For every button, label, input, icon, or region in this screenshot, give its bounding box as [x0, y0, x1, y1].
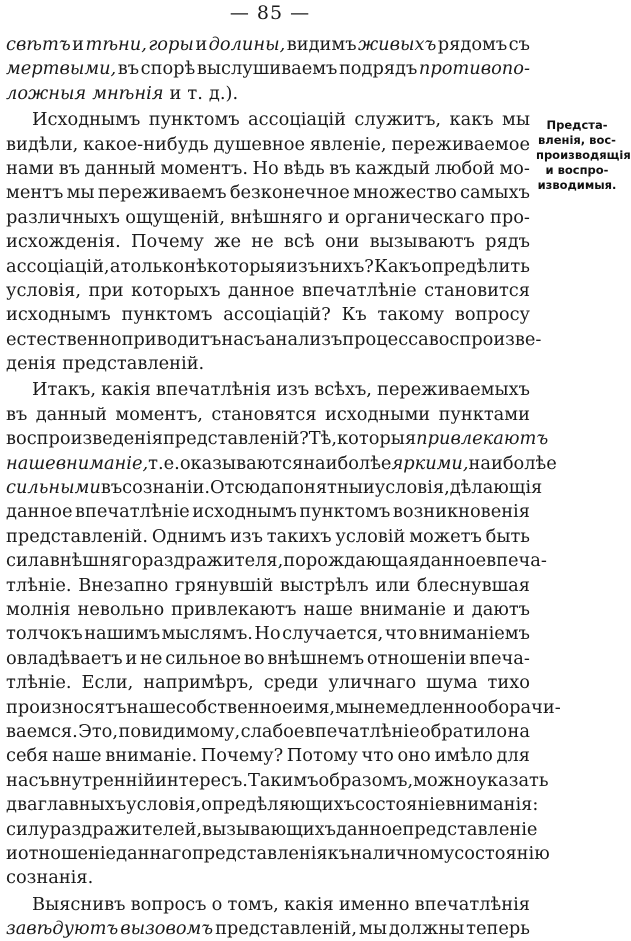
word: какое-нибудь — [83, 133, 209, 155]
text-line — [6, 452, 557, 476]
word: теперь — [466, 918, 530, 940]
word: вниманія: — [445, 794, 539, 816]
word: наличному — [350, 842, 455, 864]
word: такихъ — [266, 525, 332, 547]
word: или — [375, 574, 411, 596]
word: мы — [358, 918, 387, 940]
word: оборачи- — [476, 696, 561, 718]
word: изъ — [230, 525, 263, 547]
word: нихъ? — [319, 255, 374, 277]
text-line — [6, 352, 530, 376]
word: становится — [424, 279, 530, 301]
text-line — [6, 57, 530, 81]
word: Такимъ — [247, 769, 319, 791]
word: выстрѣлъ — [279, 574, 369, 596]
word: даннаго — [116, 842, 192, 864]
word: впечатлѣнія — [155, 379, 272, 401]
text-line — [6, 525, 530, 549]
word: представленій. — [6, 525, 148, 547]
margin-note-line: Предста- — [546, 118, 608, 132]
word: воспроизведенія — [6, 428, 163, 450]
word: имя, — [292, 696, 336, 718]
word: и — [125, 647, 138, 669]
word: собственное — [175, 696, 293, 718]
word: ваемся. — [6, 720, 78, 742]
word: въ — [329, 157, 351, 179]
word: данный — [35, 403, 107, 425]
word: наиболѣе — [468, 452, 557, 474]
text-line — [6, 647, 530, 671]
word: сознаніи. — [122, 477, 210, 499]
word: даютъ — [471, 598, 530, 620]
word: душевное — [213, 133, 306, 155]
word: исходными — [324, 403, 431, 425]
word: при — [88, 279, 124, 301]
text-line — [6, 328, 542, 352]
text-line — [6, 720, 530, 744]
word: не — [140, 647, 163, 669]
word: тѣни, — [85, 34, 147, 55]
page-number: — 85 — — [229, 2, 311, 24]
word: блеснувшая — [416, 574, 530, 596]
word: служитъ, — [354, 109, 442, 131]
word: въ — [117, 58, 140, 80]
word: внѣшняго — [49, 550, 142, 572]
word: и — [362, 477, 375, 499]
word: понятны — [281, 477, 363, 499]
word: Если, — [81, 672, 134, 694]
word: моментъ. — [160, 157, 248, 179]
word: можно — [413, 769, 477, 791]
word: данное — [335, 818, 403, 840]
text-line — [6, 696, 561, 720]
word: которыя — [337, 428, 417, 450]
word: е. — [163, 452, 180, 474]
word: вопросу — [454, 304, 530, 326]
text-line — [6, 549, 547, 573]
word: естественно — [6, 328, 122, 350]
word: исходнымъ — [6, 304, 111, 326]
text-line — [6, 622, 530, 646]
word: сила — [6, 550, 50, 572]
text-line — [6, 378, 530, 402]
word: условій — [335, 525, 406, 547]
text-line — [6, 842, 550, 866]
word: можетъ — [409, 525, 482, 547]
word: рядомъ — [437, 34, 508, 55]
word: обратило — [419, 720, 508, 742]
word: Почему — [131, 231, 204, 253]
word: Почему? — [200, 745, 284, 767]
word: имѣло — [434, 745, 493, 767]
word: должны — [388, 918, 465, 940]
word: вниманіе, — [55, 452, 149, 474]
word: впечатлѣнія — [414, 893, 530, 915]
text-line — [6, 33, 530, 57]
word: толчокъ — [6, 623, 83, 645]
word: денія — [6, 353, 57, 375]
word: любой — [434, 157, 495, 179]
word: раздражителей, — [49, 818, 203, 840]
word: и — [6, 842, 18, 864]
text-line — [6, 917, 530, 941]
text-line — [6, 866, 530, 890]
text-line — [6, 427, 549, 451]
word: ассоціацій — [248, 109, 346, 131]
word: Къ — [341, 304, 367, 326]
word: тлѣніе. — [6, 672, 72, 694]
margin-note — [536, 118, 631, 193]
word: горы — [148, 34, 194, 55]
word: всѣхъ, — [314, 379, 372, 401]
word: раздражителя, — [141, 550, 284, 572]
word: приводитъ — [121, 328, 222, 350]
word: образомъ, — [318, 769, 414, 791]
word: изъ — [286, 255, 320, 277]
word: въ — [58, 157, 81, 179]
word: представленій. — [62, 353, 205, 375]
word: исходнымъ — [192, 501, 297, 523]
word: Однимъ — [151, 525, 227, 547]
word: уличнаго — [328, 672, 417, 694]
word: каждый — [355, 157, 431, 179]
word: которыхъ — [131, 279, 221, 301]
word: оно — [397, 745, 431, 767]
word: во — [243, 647, 265, 669]
text-line — [6, 598, 530, 622]
word: анализъ — [265, 328, 343, 350]
word: отношеніи — [366, 647, 467, 669]
word: представленія — [191, 842, 328, 864]
word: и — [195, 34, 208, 55]
word: напримѣръ, — [143, 672, 254, 694]
word: наше — [303, 598, 353, 620]
word: подрядъ — [338, 58, 418, 80]
word: нѣкоторыя — [184, 255, 286, 277]
word: внѣшняго — [230, 206, 323, 228]
paragraph — [6, 378, 561, 890]
word: переживаемъ — [97, 182, 227, 204]
word: къ — [327, 842, 351, 864]
word: Но — [252, 157, 279, 179]
text-line — [6, 206, 530, 230]
word: вниманіе. — [105, 745, 198, 767]
margin-note-line: производящія — [536, 148, 631, 162]
word: завѣдуютъ — [6, 918, 119, 940]
word: воспроизве- — [428, 328, 542, 350]
word: условія, — [374, 477, 450, 499]
word: указать — [476, 769, 549, 791]
word: и — [452, 598, 465, 620]
text-line — [6, 818, 538, 842]
word: о — [211, 893, 223, 915]
word: наше — [126, 696, 176, 718]
word: какія — [101, 379, 151, 401]
word: наиболѣе — [303, 452, 392, 474]
text-line — [6, 82, 530, 106]
word: только — [120, 255, 184, 277]
word: мы — [66, 182, 95, 204]
word: же — [214, 231, 241, 253]
word: условія, — [6, 279, 81, 301]
word: что — [361, 745, 394, 767]
text-line — [6, 893, 530, 917]
word: впечатлѣніе — [301, 279, 417, 301]
word: рядъ — [485, 231, 530, 253]
word: грянувшій — [174, 574, 274, 596]
word: свѣтъ — [6, 34, 71, 55]
word: какія — [283, 893, 334, 915]
word: наше — [52, 745, 102, 767]
word: состояніе — [355, 794, 446, 816]
word: какъ — [449, 109, 494, 131]
word: порождающая — [283, 550, 420, 572]
word: вниманіемъ — [418, 623, 530, 645]
word: возникновенія — [392, 501, 530, 523]
word: данное — [6, 501, 73, 523]
word: въ — [100, 477, 123, 499]
word: слабое — [240, 720, 305, 742]
word: т. — [148, 452, 164, 474]
paragraph — [6, 893, 530, 941]
word: представленій? — [162, 428, 309, 450]
word: овладѣваетъ — [6, 647, 123, 669]
word: спорѣ — [140, 58, 196, 80]
word: дѣлающія — [449, 477, 543, 499]
word: быть — [485, 525, 530, 547]
word: данный — [84, 157, 156, 179]
word: насъ — [221, 328, 266, 350]
word: мыслямъ. — [161, 623, 253, 645]
word: молнія — [6, 598, 71, 620]
text-line — [6, 793, 539, 817]
word: множество — [353, 182, 457, 204]
word: вѣдь — [283, 157, 325, 179]
word: представленіе — [402, 818, 538, 840]
word: и — [169, 82, 182, 104]
text-line — [6, 500, 530, 524]
word: переживаемое — [391, 133, 530, 155]
word: наше — [6, 452, 56, 474]
word: невольно — [77, 598, 165, 620]
word: сильными — [6, 477, 101, 499]
word: противопо- — [418, 58, 530, 80]
text-line — [6, 230, 530, 254]
word: т. — [187, 82, 203, 104]
margin-note-line: вленія, вос- — [538, 133, 616, 147]
word: и — [72, 34, 85, 55]
word: случается, — [282, 623, 384, 645]
word: что — [384, 623, 418, 645]
word: и — [327, 206, 340, 228]
word: видимъ — [286, 34, 357, 55]
word: долины, — [208, 34, 286, 55]
word: мнѣнія — [92, 82, 164, 104]
word: а — [109, 255, 121, 277]
word: переживаемыхъ — [377, 379, 530, 401]
word: въ — [6, 403, 28, 425]
word: на — [507, 720, 530, 742]
text-line — [6, 476, 543, 500]
word: яркими, — [391, 452, 469, 474]
word: произносятъ — [6, 696, 127, 718]
word: съ — [508, 34, 530, 55]
word: тлѣніе. — [6, 574, 72, 596]
word: впеча- — [486, 550, 547, 572]
word: органическаго — [345, 206, 485, 228]
word: мы — [335, 696, 364, 718]
word: вниманіе — [359, 598, 447, 620]
word: нами — [6, 157, 55, 179]
text-line — [6, 744, 530, 768]
text-line — [6, 255, 530, 279]
text-line — [6, 133, 530, 157]
word: выслушиваемъ — [196, 58, 338, 80]
word: привлекаютъ — [171, 598, 297, 620]
word: вызывающихъ — [202, 818, 336, 840]
word: ассоціацій, — [6, 255, 110, 277]
margin-note-line: и воспро- — [545, 163, 609, 177]
word: становятся — [211, 403, 317, 425]
word: опредѣлить — [421, 255, 530, 277]
word: отношеніе — [17, 842, 117, 864]
margin-note-line: изводимыя. — [537, 178, 617, 192]
text-line — [6, 403, 530, 427]
word: пунктомъ — [299, 501, 391, 523]
word: различныхъ — [6, 206, 120, 228]
word: всѣ — [283, 231, 315, 253]
word: повидимому, — [118, 720, 241, 742]
word: Итакъ, — [32, 379, 97, 401]
word: вызываютъ — [369, 231, 475, 253]
word: именно — [338, 893, 410, 915]
text-line — [6, 181, 530, 205]
word: вызовомъ — [120, 918, 214, 940]
text-line — [6, 279, 530, 303]
word: мо- — [499, 157, 530, 179]
word: такому — [377, 304, 445, 326]
word: самыхъ — [460, 182, 530, 204]
word: Внезапно — [78, 574, 169, 596]
text-line — [6, 574, 530, 598]
word: томъ, — [227, 893, 279, 915]
word: процесса — [342, 328, 429, 350]
word: интересъ. — [155, 769, 248, 791]
word: ложныя — [6, 82, 87, 104]
word: пунктомъ — [121, 304, 213, 326]
word: впечатлѣніе — [75, 501, 190, 523]
word: ментъ — [6, 182, 64, 204]
text-line — [6, 157, 530, 181]
word: живыхъ — [357, 34, 437, 55]
word: Какъ — [374, 255, 421, 277]
word: они — [324, 231, 360, 253]
word: главныхъ — [37, 794, 127, 816]
word: оказываются — [179, 452, 304, 474]
word: два — [6, 794, 38, 816]
word: исхожденія. — [6, 231, 121, 253]
word: видѣли, — [6, 133, 79, 155]
word: Исходнымъ — [32, 109, 141, 131]
word: представленій, — [215, 918, 358, 940]
word: Это, — [78, 720, 119, 742]
word: для — [496, 745, 530, 767]
word: впечатлѣніе — [304, 720, 420, 742]
text-line — [6, 108, 530, 132]
word: нашимъ — [84, 623, 161, 645]
word: безконечное — [229, 182, 350, 204]
word: данное — [227, 279, 295, 301]
word: про- — [489, 206, 530, 228]
paragraph — [6, 108, 542, 376]
word: мы — [502, 109, 530, 131]
word: немедленно — [363, 696, 477, 718]
word: среди — [263, 672, 319, 694]
word: изъ — [276, 379, 310, 401]
word: внѣшнемъ — [267, 647, 365, 669]
word: шума — [426, 672, 478, 694]
word: вопросъ — [130, 893, 207, 915]
word: насъ — [6, 769, 50, 791]
paragraph — [6, 33, 530, 106]
word: впеча- — [469, 647, 530, 669]
word: ощущеній, — [125, 206, 226, 228]
word: силу — [6, 818, 50, 840]
word: Потому — [286, 745, 358, 767]
word: Но — [254, 623, 281, 645]
word: условія, — [126, 794, 202, 816]
word: тихо — [487, 672, 530, 694]
word: ассоціацій? — [223, 304, 331, 326]
word: моментъ, — [115, 403, 203, 425]
word: сознанія. — [6, 867, 94, 889]
word: явленіе, — [309, 133, 387, 155]
body-text — [6, 33, 561, 941]
text-line — [6, 671, 530, 695]
word: внутренній — [49, 769, 156, 791]
word: данное — [419, 550, 487, 572]
word: Выяснивъ — [32, 893, 126, 915]
word: мертвыми, — [6, 58, 117, 80]
word: сильное — [165, 647, 242, 669]
word: д.). — [208, 82, 239, 104]
word: привлекаютъ — [416, 428, 549, 450]
word: опредѣляющихъ — [201, 794, 355, 816]
word: себя — [6, 745, 49, 767]
word: состоянію — [454, 842, 550, 864]
word: не — [251, 231, 274, 253]
word: пунктами — [438, 403, 530, 425]
word: Тѣ, — [308, 428, 338, 450]
word: пунктомъ — [148, 109, 240, 131]
text-line — [6, 303, 530, 327]
word: Отсюда — [210, 477, 282, 499]
text-line — [6, 769, 549, 793]
